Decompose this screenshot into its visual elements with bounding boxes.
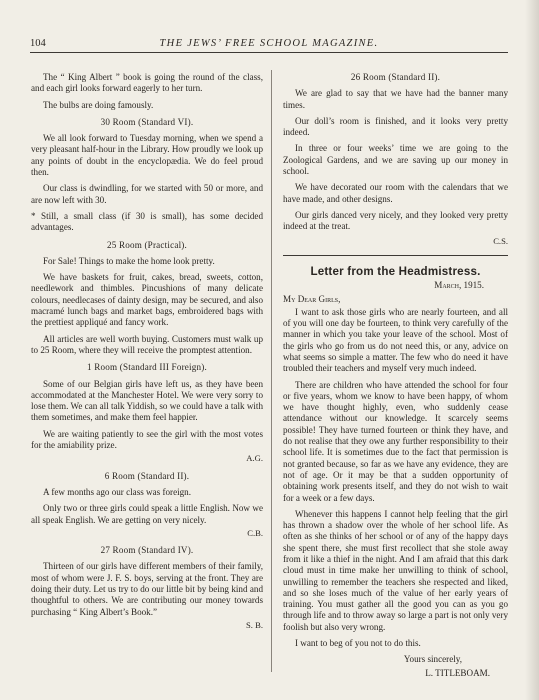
author-initials: A.G. [246,453,263,464]
letter-date: March, 1915. [434,280,484,291]
paragraph: For Sale! Things to make the home look pretty. [43,255,215,266]
section-heading-27-room: 27 Room (Standard IV). [100,545,194,556]
page-edge-shadow [525,0,539,700]
section-heading-1-room: 1 Room (Standard III Foreign). [87,362,207,373]
paragraph: Whenever this happens I cannot help feeling that the girl has thrown a shadow over the whole of her school life. As often as she thinks of her school or of any of the happy days she spent there, she must first recollect that she stole away from it like a thief in the night. And I am afraid that this dark cloud must in time make her unwilling to think of school, unwilling to remember the teachers she respected and liked, and so she loses much of the value of her early years of training. You must gather all the good you can as you go through life and to throw away so large a part is not only very foolish but also very wrong. [283,508,508,632]
right-column [283,72,508,679]
section-heading-25-room: 25 Room (Practical). [106,239,187,250]
author-initials: S. B. [246,619,263,630]
letter-closing: Yours sincerely, [403,654,462,665]
paragraph: Only two or three girls could speak a little English. Now we all speak English. We are getting on very nicely. [31,503,263,525]
paragraph: All articles are well worth buying. Customers must walk up to 25 Room, where they will receive the promptest attention. [31,333,263,355]
paragraph: Our doll’s room is finished, and it looks very pretty indeed. [283,115,508,138]
paragraph: Thirteen of our girls have different members of their family, most of whom were J. F. S. boys, serving at the front. They are doing their duty. Let us try to do our little bit by being kind and thoughtful to others. We are contributing our money towards purchasing “ King Albert’s Book.” [31,561,263,617]
paragraph: There are children who have attended the school for four or five years, whom we know to have been happy, of whom we have thought highly, even, who suddenly cease attendance without our knowledge. It scarcely seems possible! They have turned fourteen or think they have, and do not realise that they owe any further responsibility to their school life. It is sometimes due to the fact that permission is not granted because, so far as we have any evidence, they are not of age. Or it may be that a sudden opportunity of obtaining work presents itself, and they do not wish to wait for a week or a few days. [283,379,508,503]
section-rule [283,255,508,256]
header-rule [30,52,508,53]
paragraph: Some of our Belgian girls have left us, as they have been accommodated at the Manchester Hotel. We were very sorry to lose them. We can all talk Yiddish, so we could have a talk with them sometimes, and make them feel happier. [31,378,263,423]
left-column [31,72,263,635]
paragraph: * Still, a small class (if 30 is small), has some decided advantages. [31,210,263,233]
letter-signature: L. TITLEBOAM. [425,667,490,678]
paragraph: We are waiting patiently to see the girl with the most votes for the amiability prize. [31,428,263,451]
section-heading-6-room: 6 Room (Standard II). [104,470,190,481]
paragraph: We have decorated our room with the calendars that we have made, and other designs. [283,182,508,204]
letter-salutation: My Dear Girls, [283,294,341,305]
magazine-title: THE JEWS’ FREE SCHOOL MAGAZINE. [159,38,379,49]
paragraph: I want to beg of you not to do this. [295,638,421,649]
paragraph: In three or four weeks’ time we are going to the Zoological Gardens, and we are saving up our money in school. [283,143,508,177]
author-initials: C.B. [247,527,263,538]
paragraph: A few months ago our class was foreign. [43,486,191,497]
page-number: 104 [30,38,46,49]
paragraph: The bulbs are doing famously. [43,99,154,110]
paragraph: We have baskets for fruit, cakes, bread, sweets, cotton, needlework and thimbles. Pincushions of many delicate colours, needlecases of dainty design, may be secured, and also macramé lunch bags and market bags, embroidered bags with the prettiest appliqué and fancy work. [31,272,263,328]
paragraph: We are glad to say that we have had the banner many times. [283,88,508,110]
paragraph: Our girls danced very nicely, and they looked very pretty indeed at the treat. [283,209,508,232]
author-initials: C.S. [493,235,508,246]
paragraph: The “ King Albert ” book is going the round of the class, and each girl looks forward eagerly to her turn. [31,72,263,94]
letter-title: Letter from the Headmistress. [310,264,481,278]
paragraph: We all look forward to Tuesday morning, when we spend a very pleasant half-hour in the Library. How proudly we look up any points of doubt in the encyclopædia. We do feel proud then. [31,133,263,178]
page-header [30,38,508,52]
section-heading-26-room: 26 Room (Standard II). [350,72,441,82]
column-divider [271,70,272,672]
section-heading-30-room: 30 Room (Standard VI). [100,116,194,127]
paragraph: I want to ask those girls who are nearly fourteen, and all of you will one day be fourteen, to think very carefully of the manner in which you take your leave of the school. Most of the girls who go from us do not need this, or any, advice on what seems so simple a matter. The few who do need it have troubled their teachers and myself very much indeed. [283,306,508,374]
paragraph: Our class is dwindling, for we started with 50 or more, and are now left with 30. [31,183,263,205]
